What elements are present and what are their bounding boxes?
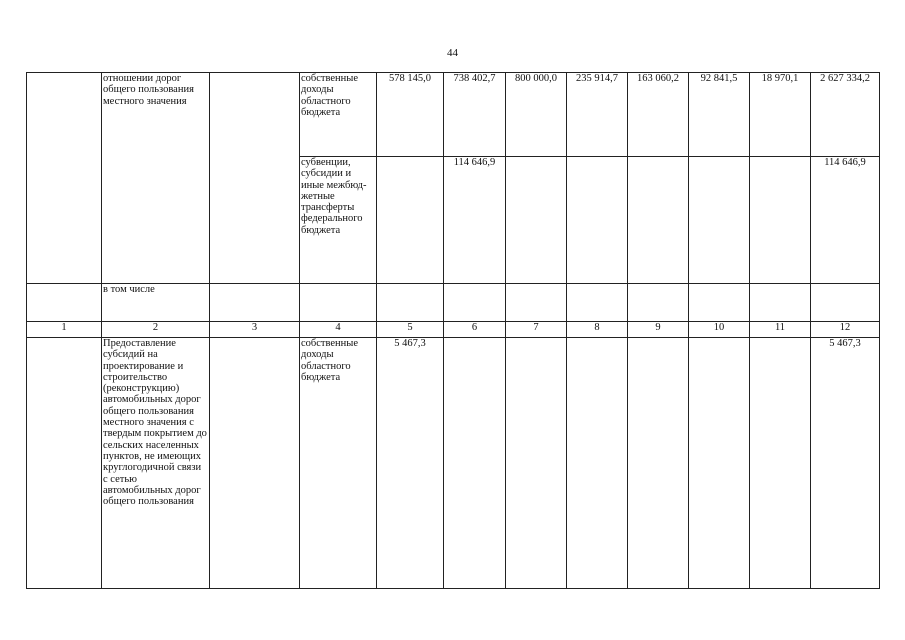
- empty-cell: [750, 284, 811, 322]
- empty-cell: [811, 284, 880, 322]
- column-number: 7: [506, 322, 567, 338]
- col1-cell: [27, 338, 102, 589]
- value-cell: 92 841,5: [689, 73, 750, 157]
- empty-cell: [377, 284, 444, 322]
- empty-cell: [444, 284, 506, 322]
- funding-source-cell: собственные доходы областного бюджета: [300, 73, 377, 157]
- col1-cell: [27, 73, 102, 284]
- value-cell: [506, 338, 567, 589]
- measure-name-cell: отношении дорог общего пользования местного значения: [102, 73, 210, 284]
- funding-source-cell: субвенции, субсидии и иные межбюд-жетные трансферты федерального бюджета: [300, 157, 377, 284]
- value-cell: [689, 157, 750, 284]
- value-cell: 163 060,2: [628, 73, 689, 157]
- column-number: 11: [750, 322, 811, 338]
- column-number: 4: [300, 322, 377, 338]
- total-cell: 114 646,9: [811, 157, 880, 284]
- value-cell: [506, 157, 567, 284]
- value-cell: 114 646,9: [444, 157, 506, 284]
- column-number: 2: [102, 322, 210, 338]
- empty-cell: [210, 284, 300, 322]
- total-cell: 5 467,3: [811, 338, 880, 589]
- measure-name-cell: Предоставление субсидий на проектирование и строительство (реконструкцию) автомобильных дорог общего пользования местного значения с твердым покрытием до сельских населенных пунктов, не имеющих круглогодичной связи с сетью автомобильных дорог общего пользования: [102, 338, 210, 589]
- value-cell: [750, 157, 811, 284]
- table-row: [27, 73, 880, 157]
- value-cell: [628, 157, 689, 284]
- empty-cell: [689, 284, 750, 322]
- value-cell: 235 914,7: [567, 73, 628, 157]
- column-number: 10: [689, 322, 750, 338]
- column-number: 9: [628, 322, 689, 338]
- column-number: 3: [210, 322, 300, 338]
- empty-cell: [506, 284, 567, 322]
- value-cell: 578 145,0: [377, 73, 444, 157]
- empty-cell: [567, 284, 628, 322]
- value-cell: 18 970,1: [750, 73, 811, 157]
- value-cell: 5 467,3: [377, 338, 444, 589]
- value-cell: [567, 157, 628, 284]
- including-label: в том числе: [102, 284, 210, 322]
- column-number: 6: [444, 322, 506, 338]
- value-cell: 800 000,0: [506, 73, 567, 157]
- value-cell: [567, 338, 628, 589]
- column-number: 5: [377, 322, 444, 338]
- empty-cell: [628, 284, 689, 322]
- table-row: [27, 284, 880, 322]
- column-number: 1: [27, 322, 102, 338]
- value-cell: [750, 338, 811, 589]
- col3-cell: [210, 73, 300, 284]
- value-cell: [444, 338, 506, 589]
- col3-cell: [210, 338, 300, 589]
- total-cell: 2 627 334,2: [811, 73, 880, 157]
- value-cell: [689, 338, 750, 589]
- column-number: 8: [567, 322, 628, 338]
- page-number: 44: [447, 47, 458, 59]
- table-row: [27, 338, 880, 589]
- column-number: 12: [811, 322, 880, 338]
- value-cell: [377, 157, 444, 284]
- budget-table: [26, 72, 880, 589]
- empty-cell: [27, 284, 102, 322]
- value-cell: 738 402,7: [444, 73, 506, 157]
- value-cell: [628, 338, 689, 589]
- column-number-row: [27, 322, 880, 338]
- empty-cell: [300, 284, 377, 322]
- funding-source-cell: собственные доходы областного бюджета: [300, 338, 377, 589]
